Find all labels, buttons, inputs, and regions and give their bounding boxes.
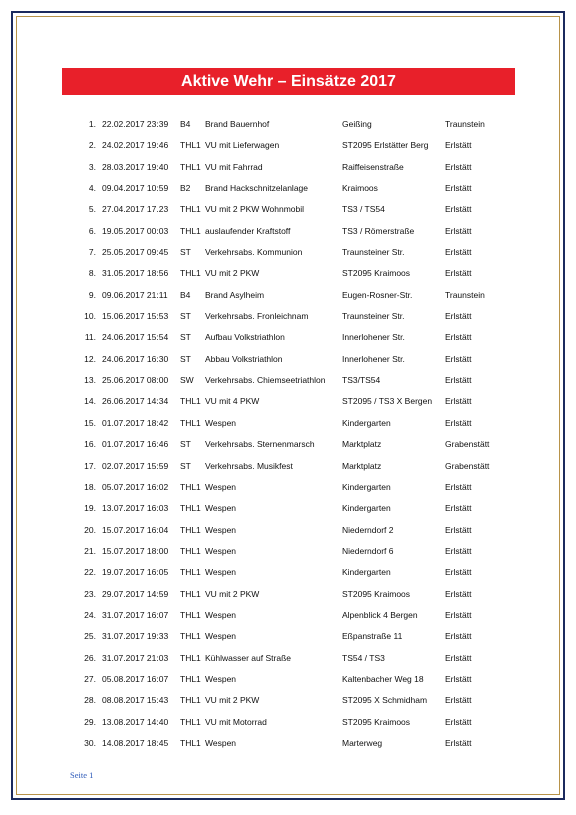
entry-description: Aufbau Volkstriathlon [205, 332, 285, 343]
list-item [0, 503, 576, 524]
entry-description: Wespen [205, 417, 237, 428]
entry-datetime: 01.07.2017 16:46 [102, 439, 169, 450]
list-item [0, 610, 576, 631]
entry-place: Eugen-Rosner-Str. [342, 289, 413, 300]
list-item [0, 268, 576, 289]
entry-datetime: 24.02.2017 19:46 [102, 140, 169, 151]
entry-location: Erlstätt [445, 247, 472, 258]
entry-datetime: 28.03.2017 19:40 [102, 161, 169, 172]
entry-location: Erlstätt [445, 524, 472, 535]
entry-type: ST [180, 460, 191, 471]
entry-number: 11. [84, 332, 96, 343]
entry-place: Raiffeisenstraße [342, 161, 404, 172]
entry-description: Verkehrsabs. Chiemseetriathlon [205, 375, 326, 386]
entry-datetime: 22.02.2017 23:39 [102, 119, 169, 129]
list-item [0, 695, 576, 716]
entry-location: Erlstätt [445, 225, 472, 236]
entry-type: SW [180, 375, 194, 386]
entry-location: Traunstein [445, 289, 485, 300]
list-item [0, 674, 576, 695]
entry-type: THL1 [180, 716, 201, 727]
entry-datetime: 15.07.2017 18:00 [102, 545, 169, 556]
entry-location: Erlstätt [445, 652, 472, 663]
entry-number: 28. [84, 695, 96, 706]
entry-number: 5. [88, 204, 96, 215]
entry-place: Kindergarten [342, 481, 391, 492]
entry-datetime: 09.06.2017 21:11 [102, 289, 168, 300]
entry-type: ST [180, 311, 191, 322]
entry-location: Erlstätt [445, 609, 472, 620]
list-item [0, 119, 576, 140]
entry-description: VU mit 2 PKW [205, 695, 260, 706]
entry-type: B4 [180, 289, 191, 300]
entry-place: TS3/TS54 [342, 375, 381, 386]
entry-location: Erlstätt [445, 417, 472, 428]
entry-type: THL1 [180, 588, 201, 599]
list-item [0, 717, 576, 738]
list-item [0, 439, 576, 460]
entry-description: Wespen [205, 673, 237, 684]
entry-place: Alpenblick 4 Bergen [342, 609, 418, 620]
entry-number: 1. [88, 119, 96, 129]
entry-datetime: 31.07.2017 16:07 [102, 609, 169, 620]
entry-place: ST2095 Kraimoos [342, 268, 411, 279]
entry-location: Erlstätt [445, 631, 472, 642]
entry-datetime: 15.06.2017 15:53 [102, 311, 169, 322]
entry-number: 21. [84, 545, 96, 556]
entry-place: ST2095 Kraimoos [342, 588, 411, 599]
entry-location: Erlstätt [445, 673, 472, 684]
entry-place: Innerlohener Str. [342, 332, 405, 343]
entry-datetime: 13.07.2017 16:03 [102, 503, 169, 514]
entry-location: Erlstätt [445, 567, 472, 578]
entry-place: TS3 / Römerstraße [342, 225, 415, 236]
entry-place: Geißing [342, 119, 372, 129]
entry-datetime: 05.08.2017 16:07 [102, 673, 169, 684]
entry-place: Marterweg [342, 737, 383, 748]
list-item [0, 738, 576, 759]
list-item [0, 290, 576, 311]
list-item [0, 247, 576, 268]
entry-location: Erlstätt [445, 268, 472, 279]
entry-number: 3. [88, 161, 96, 172]
entry-type: B4 [180, 119, 191, 129]
list-item [0, 589, 576, 610]
entry-description: VU mit 2 PKW [205, 268, 260, 279]
list-item [0, 482, 576, 503]
entry-place: Kindergarten [342, 567, 391, 578]
list-item [0, 631, 576, 652]
entry-place: ST2095 / TS3 X Bergen [342, 396, 433, 407]
entry-type: THL1 [180, 481, 201, 492]
entry-datetime: 24.06.2017 16:30 [102, 353, 169, 364]
list-item [0, 396, 576, 417]
entry-datetime: 08.08.2017 15:43 [102, 695, 169, 706]
entry-number: 26. [84, 652, 96, 663]
entry-location: Erlstätt [445, 161, 472, 172]
entry-number: 6. [88, 225, 96, 236]
entry-type: THL1 [180, 737, 201, 748]
entry-description: Verkehrsabs. Fronleichnam [205, 311, 309, 322]
entry-description: VU mit 2 PKW Wohnmobil [205, 204, 305, 215]
entry-location: Erlstätt [445, 332, 472, 343]
entry-location: Erlstätt [445, 375, 472, 386]
entry-number: 27. [84, 673, 96, 684]
page-number: Seite 1 [70, 770, 94, 780]
entry-number: 30. [84, 737, 96, 748]
entry-description: Brand Asylheim [205, 289, 265, 300]
entry-number: 18. [84, 481, 96, 492]
entry-location: Erlstätt [445, 716, 472, 727]
entry-type: THL1 [180, 673, 201, 684]
entry-location: Erlstätt [445, 396, 472, 407]
entry-description: Brand Hackschnitzelanlage [205, 183, 309, 194]
entry-place: Niederndorf 6 [342, 545, 394, 556]
entry-description: Wespen [205, 503, 237, 514]
entry-type: ST [180, 439, 191, 450]
entry-location: Erlstätt [445, 311, 472, 322]
page-title: Aktive Wehr – Einsätze 2017 [62, 68, 515, 95]
entry-number: 19. [84, 503, 96, 514]
entry-datetime: 25.05.2017 09:45 [102, 247, 169, 258]
list-item [0, 375, 576, 396]
entry-type: THL1 [180, 695, 201, 706]
entry-place: Kindergarten [342, 417, 391, 428]
entry-location: Erlstätt [445, 737, 472, 748]
list-item [0, 140, 576, 161]
entry-location: Erlstätt [445, 545, 472, 556]
entry-number: 13. [84, 375, 96, 386]
entry-description: VU mit 4 PKW [205, 396, 260, 407]
entry-datetime: 26.06.2017 14:34 [102, 396, 169, 407]
list-item [0, 525, 576, 546]
entry-number: 14. [84, 396, 96, 407]
entry-place: Marktplatz [342, 439, 382, 450]
entry-number: 23. [84, 588, 96, 599]
entry-number: 25. [84, 631, 96, 642]
list-item [0, 354, 576, 375]
entry-datetime: 05.07.2017 16:02 [102, 481, 169, 492]
entry-place: Traunsteiner Str. [342, 247, 405, 258]
entry-place: Kraimoos [342, 183, 378, 194]
entry-number: 24. [84, 609, 96, 620]
entry-type: B2 [180, 183, 191, 194]
entry-datetime: 02.07.2017 15:59 [102, 460, 169, 471]
entry-type: THL1 [180, 225, 201, 236]
entry-place: Kindergarten [342, 503, 391, 514]
entry-number: 17. [84, 460, 96, 471]
entry-datetime: 19.07.2017 16:05 [102, 567, 169, 578]
entry-description: Abbau Volkstriathlon [205, 353, 283, 364]
entry-datetime: 19.05.2017 00:03 [102, 225, 169, 236]
entry-number: 4. [88, 183, 96, 194]
list-item [0, 567, 576, 588]
list-item [0, 332, 576, 353]
entry-type: THL1 [180, 268, 201, 279]
entry-description: Wespen [205, 524, 237, 535]
entry-type: THL1 [180, 161, 201, 172]
entry-place: Innerlohener Str. [342, 353, 405, 364]
list-item [0, 226, 576, 247]
entry-type: THL1 [180, 140, 201, 151]
entry-description: Wespen [205, 609, 237, 620]
entry-location: Grabenstätt [445, 460, 490, 471]
entry-number: 8. [88, 268, 96, 279]
entry-datetime: 31.07.2017 19:33 [102, 631, 169, 642]
entry-description: VU mit Fahrrad [205, 161, 263, 172]
entry-type: ST [180, 332, 191, 343]
entry-number: 10. [84, 311, 96, 322]
entry-type: THL1 [180, 204, 201, 215]
entry-number: 29. [84, 716, 96, 727]
entry-type: THL1 [180, 396, 201, 407]
list-item [0, 546, 576, 567]
entry-type: ST [180, 247, 191, 258]
entry-type: THL1 [180, 631, 201, 642]
entry-description: VU mit Lieferwagen [205, 140, 280, 151]
entry-place: Kaltenbacher Weg 18 [342, 673, 424, 684]
entry-place: TS3 / TS54 [342, 204, 385, 215]
entry-description: VU mit Motorrad [205, 716, 267, 727]
entry-number: 20. [84, 524, 96, 535]
entry-place: ST2095 Kraimoos [342, 716, 411, 727]
entry-location: Erlstätt [445, 588, 472, 599]
entry-place: ST2095 Erlstätter Berg [342, 140, 429, 151]
entry-description: Wespen [205, 545, 237, 556]
entry-datetime: 24.06.2017 15:54 [102, 332, 169, 343]
entry-location: Erlstätt [445, 140, 472, 151]
entry-datetime: 29.07.2017 14:59 [102, 588, 169, 599]
entry-number: 16. [84, 439, 96, 450]
entry-place: ST2095 X Schmidham [342, 695, 428, 706]
entry-number: 7. [88, 247, 96, 258]
entry-place: Traunsteiner Str. [342, 311, 405, 322]
entry-description: Verkehrsabs. Sternenmarsch [205, 439, 315, 450]
entry-location: Erlstätt [445, 204, 472, 215]
entry-description: Wespen [205, 737, 237, 748]
entry-location: Erlstätt [445, 695, 472, 706]
entry-type: THL1 [180, 417, 201, 428]
entry-datetime: 15.07.2017 16:04 [102, 524, 169, 535]
entry-datetime: 31.07.2017 21:03 [102, 652, 169, 663]
list-item [0, 162, 576, 183]
entry-type: THL1 [180, 545, 201, 556]
entry-number: 12. [84, 353, 96, 364]
entry-datetime: 25.06.2017 08:00 [102, 375, 169, 386]
entry-datetime: 31.05.2017 18:56 [102, 268, 169, 279]
entry-place: TS54 / TS3 [342, 652, 385, 663]
entry-location: Erlstätt [445, 183, 472, 194]
entry-type: ST [180, 353, 191, 364]
list-item [0, 461, 576, 482]
list-item [0, 311, 576, 332]
entry-description: auslaufender Kraftstoff [205, 225, 291, 236]
list-item [0, 418, 576, 439]
entry-number: 15. [84, 417, 96, 428]
entry-datetime: 09.04.2017 10:59 [102, 183, 169, 194]
entry-description: Verkehrsabs. Kommunion [205, 247, 303, 258]
deployment-list [0, 119, 576, 759]
list-item [0, 204, 576, 225]
entry-number: 9. [88, 289, 96, 300]
entry-description: Wespen [205, 481, 237, 492]
entry-location: Traunstein [445, 119, 485, 129]
entry-place: Marktplatz [342, 460, 382, 471]
list-item [0, 183, 576, 204]
entry-number: 2. [88, 140, 96, 151]
entry-description: Brand Bauernhof [205, 119, 270, 129]
entry-location: Grabenstätt [445, 439, 490, 450]
entry-location: Erlstätt [445, 353, 472, 364]
entry-place: Eßpanstraße 11 [342, 631, 403, 642]
entry-datetime: 14.08.2017 18:45 [102, 737, 169, 748]
entry-datetime: 01.07.2017 18:42 [102, 417, 169, 428]
entry-datetime: 13.08.2017 14:40 [102, 716, 169, 727]
list-item [0, 653, 576, 674]
entry-datetime: 27.04.2017 17.23 [102, 204, 169, 215]
entry-location: Erlstätt [445, 481, 472, 492]
entry-type: THL1 [180, 652, 201, 663]
entry-description: Kühlwasser auf Straße [205, 652, 291, 663]
entry-location: Erlstätt [445, 503, 472, 514]
entry-type: THL1 [180, 524, 201, 535]
entry-description: Verkehrsabs. Musikfest [205, 460, 293, 471]
entry-place: Niederndorf 2 [342, 524, 394, 535]
entry-type: THL1 [180, 503, 201, 514]
entry-description: Wespen [205, 631, 237, 642]
entry-description: VU mit 2 PKW [205, 588, 260, 599]
entry-type: THL1 [180, 609, 201, 620]
entry-number: 22. [84, 567, 96, 578]
entry-type: THL1 [180, 567, 201, 578]
entry-description: Wespen [205, 567, 237, 578]
